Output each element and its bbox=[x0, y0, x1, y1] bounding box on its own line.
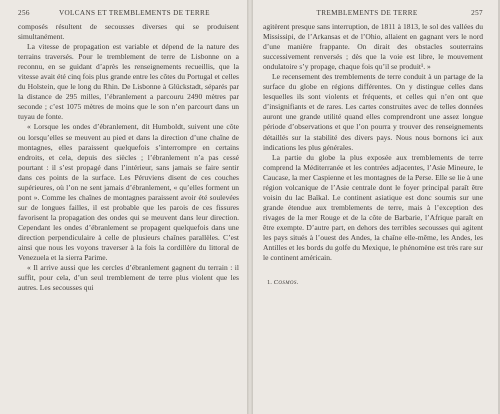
left-paragraph: composés résultent de secousses diverses qui se produisent simultanément. bbox=[18, 22, 239, 42]
right-page-number: 257 bbox=[471, 9, 483, 17]
right-paragraph: La partie du globe la plus exposée aux tremblements de terre comprend la Méditerranée et les contrées adjacentes, l’Asie Mineure, le Caucase, la mer Caspienne et les montagnes de la Perse. Elle se lie à une région volcanique de l’Asie centrale dont le foyer principal paraît être voisin du lac Baïkal. Le continent asiatique est donc soumis sur une grande étendue aux tremblements de terre, mais à l’exception des rivages de la mer Rouge et de la côte de Barbarie, l’Afrique paraît en être exempte. D’autre part, en dehors des terribles secousses qui agitent les pays situés à l’ouest des Andes, la chaîne elle-même, les Andes, les Antilles et les bords du golfe du Mexique, le phénomène est très rare sur le continent américain. bbox=[263, 152, 483, 263]
left-page-body bbox=[18, 22, 239, 293]
left-page-number: 256 bbox=[18, 9, 30, 17]
left-paragraph: « Lorsque les ondes d’ébranlement, dit Humboldt, suivent une côte ou lorsqu’elles se meuvent au pied et dans la direction d’une chaîne de montagnes, elles paraissent quelquefois s’interrompre en certains endroits, et cela, depuis des siècles ; l’ébranlement n’a pas cessé pourtant : il s’est propagé dans l’intérieur, sans jamais se faire sentir dans ces points de la surface. Les Péruviens disent de ces couches supérieures, où l’on ne sent jamais d’ébranlement, « qu’elles forment un pont ». Comme les chaînes de montagnes paraissent avoir été soulevées sur de longues failles, il est probable que les parois de ces fissures favorisent la propagation des ondes qui se meuvent dans leur direction. Cependant les ondes d’ébranlement se propagent quelquefois dans une direction perpendiculaire à celle de plusieurs chaînes parallèles. C’est ainsi que nous les voyons traverser à la fois la cordillère du littoral de Venezuela et la sierra Parime. bbox=[18, 122, 239, 263]
right-paragraph: Le recensement des tremblements de terre conduit à un partage de la surface du globe en régions différentes. On y distingue celles dans lesquelles ils sont violents et fréquents, et celles qui n’en ont que d’insignifiants et de rares. Les cartes construites avec de telles données auront une grande utilité quand elles comprendront une assez longue période d’observations et que l’on pourra y trouver des renseignements détaillés sur la stabilité des divers pays. Nous nous bornons ici aux indications les plus générales. bbox=[263, 72, 483, 152]
left-running-head: VOLCANS ET TREMBLEMENTS DE TERRE bbox=[58, 9, 210, 17]
right-page bbox=[253, 0, 500, 414]
left-paragraph: « Il arrive aussi que les cercles d’ébranlement gagnent du terrain : il suffit, pour cela, d’un seul tremblement de terre plus violent que les autres. Les secousses qui bbox=[18, 263, 239, 293]
footnote bbox=[263, 278, 483, 287]
left-running-header bbox=[18, 9, 239, 17]
right-running-header bbox=[263, 9, 483, 17]
right-page-body bbox=[263, 22, 483, 263]
right-running-head: TREMBLEMENTS DE TERRE bbox=[316, 9, 418, 17]
footnote-source: Cosmos. bbox=[273, 279, 299, 287]
left-page bbox=[0, 0, 247, 414]
left-paragraph: La vitesse de propagation est variable et dépend de la nature des terrains traversés. Pour le tremblement de terre de Lisbonne on a reconnu, en se guidant d’après les renseignements recueillis, que la vitesse avait été cinq fois plus grande entre les côtes du Portugal et celles du Holstein, que le long du Rhin. De Lisbonne à Glückstadt, séparés par la distance de 295 milles, l’ébranlement a parcouru 2490 mètres par seconde ; c’est 1075 mètres de moins que le son n’en parcourt dans un tuyau de fonte. bbox=[18, 42, 239, 122]
footnote-number: 1. bbox=[267, 279, 272, 287]
right-paragraph: agitèrent presque sans interruption, de 1811 à 1813, le sol des vallées du Mississipi, de l’Arkansas et de l’Ohio, allaient en gagnant vers le nord d’une manière frappante. On dirait des obstacles souterrains successivement renversés ; dès que la voie est libre, le mouvement ondulatoire s’y propage, chaque fois qu’il se produit¹. » bbox=[263, 22, 483, 72]
